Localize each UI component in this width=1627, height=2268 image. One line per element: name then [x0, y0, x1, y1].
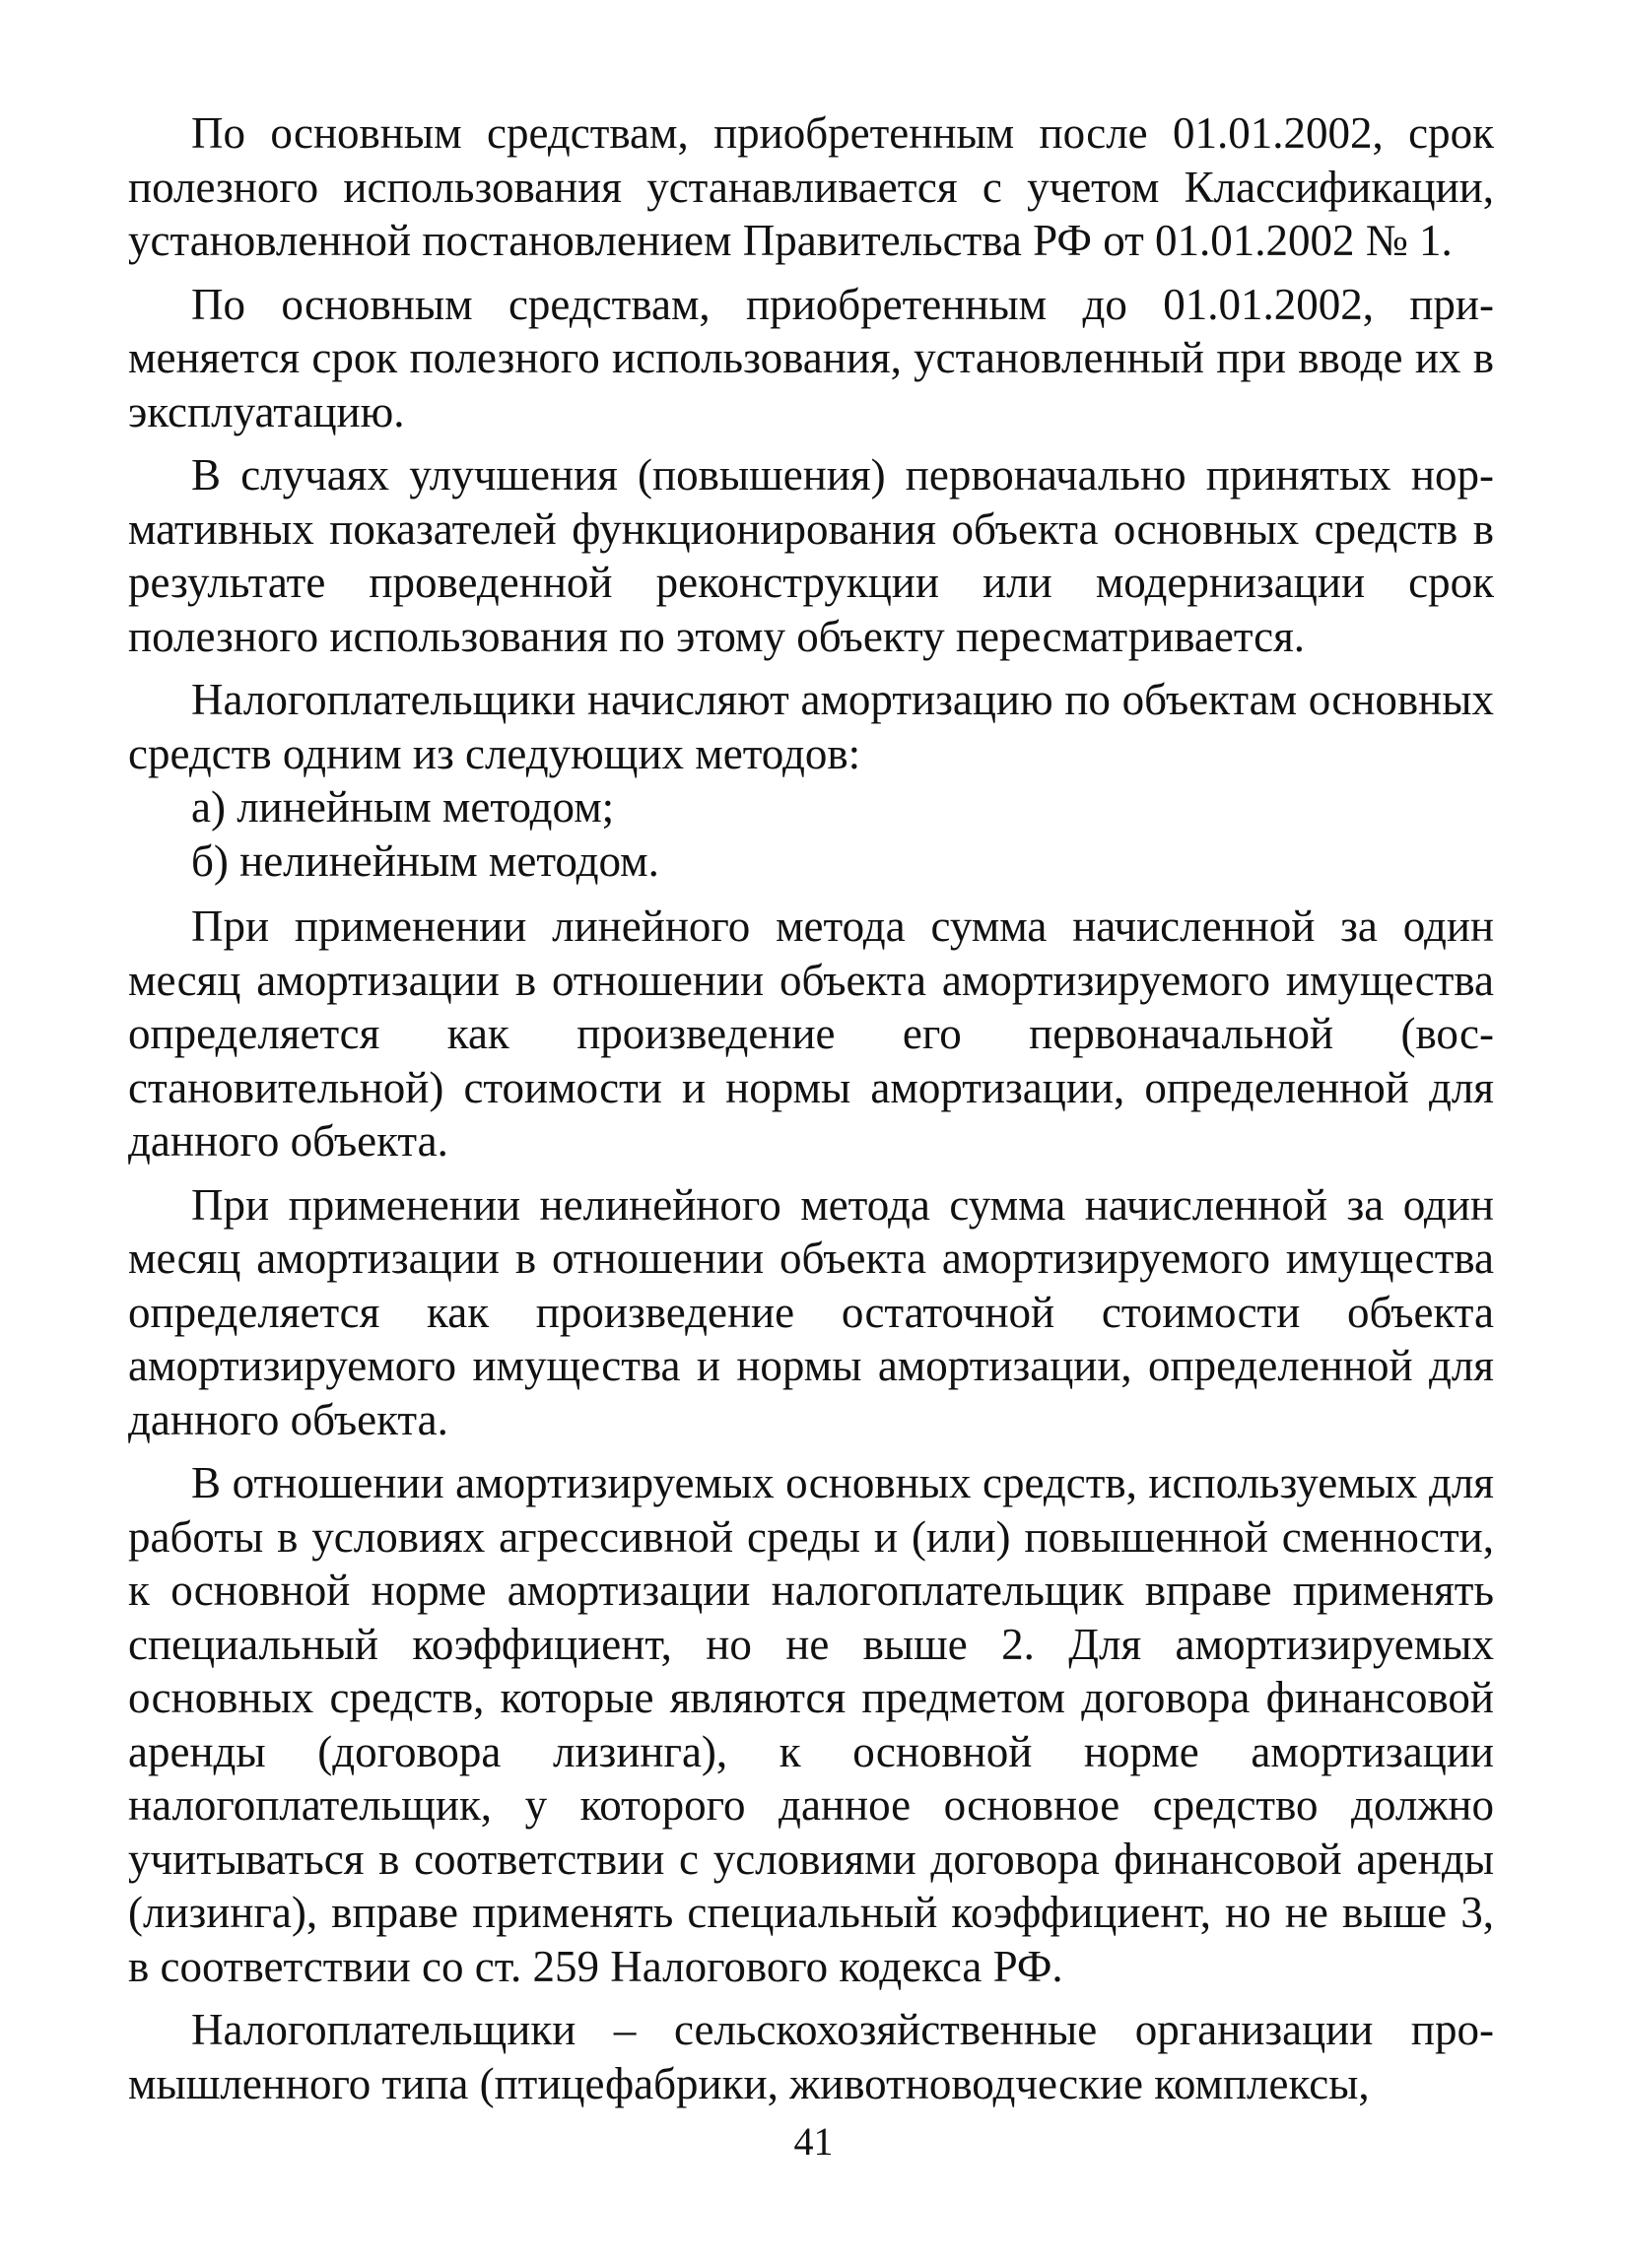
paragraph-useful-life-after-2002: По основным средствам, приобретенным после 01.01.2002, срок полезного использования устанавливается с учетом Классификации, установленной постановлением Правительства РФ от 01.01.2002 № 1. [128, 108, 1494, 265]
paragraph-linear-method: При применении линейного метода сумма начисленной за один месяц амортизации в отношении объекта амортизируемого имущества определяется как произведение его первоначальной (восстановительной) стоимости и нормы амортизации, определенной для данного объекта. [128, 901, 1494, 1166]
paragraph-improvement-revision: В случаях улучшения (повышения) первоначально принятых нормативных показателей функционирования объекта основных средств в результате проведенной реконструкции или модернизации срок полезного использования по этому объекту пересматривается. [128, 450, 1494, 661]
paragraph-useful-life-before-2002: По основным средствам, приобретенным до 01.01.2002, применяется срок полезного использования, установленный при вводе их в эксплуатацию. [128, 279, 1494, 436]
document-page [128, 106, 1494, 2120]
paragraph-special-coefficient: В отношении амортизируемых основных средств, используемых для работы в условиях агрессивной среды и (или) повышенной сменности, к основной норме амортизации налогоплательщик вправе применять специальный коэффициент, но не выше 2. Для амортизируемых основных средств, которые являются предметом договора финансовой аренды (договора лизинга), к основной норме амортизации налогоплательщик, у которого данное основное средство должно учитываться в соответствии с условиями договора финансовой аренды (лизинга), вправе применять специальный коэффициент, но не выше 3, в соответствии со ст. 259 Налогового кодекса РФ. [128, 1458, 1494, 1991]
list-item-linear-method: а) линейным методом; [191, 782, 615, 832]
paragraph-nonlinear-method: При применении нелинейного метода сумма начисленной за один месяц амортизации в отношении объекта амортизируемого имущества определяется как произведение остаточной стоимости объекта амортизируемого имущества и нормы амортизации, определенной для данного объекта. [128, 1179, 1494, 1444]
list-item-nonlinear-method: б) нелинейным методом. [191, 835, 659, 886]
page-number: 41 [793, 2119, 834, 2164]
paragraph-agricultural-organizations: Налогоплательщики – сельскохозяйственные организации промышленного типа (птицефабрики, животноводческие комплексы, [128, 2005, 1494, 2108]
paragraph-methods-intro: Налогоплательщики начисляют амортизацию по объектам основных средств одним из следующих методов: [128, 675, 1494, 778]
